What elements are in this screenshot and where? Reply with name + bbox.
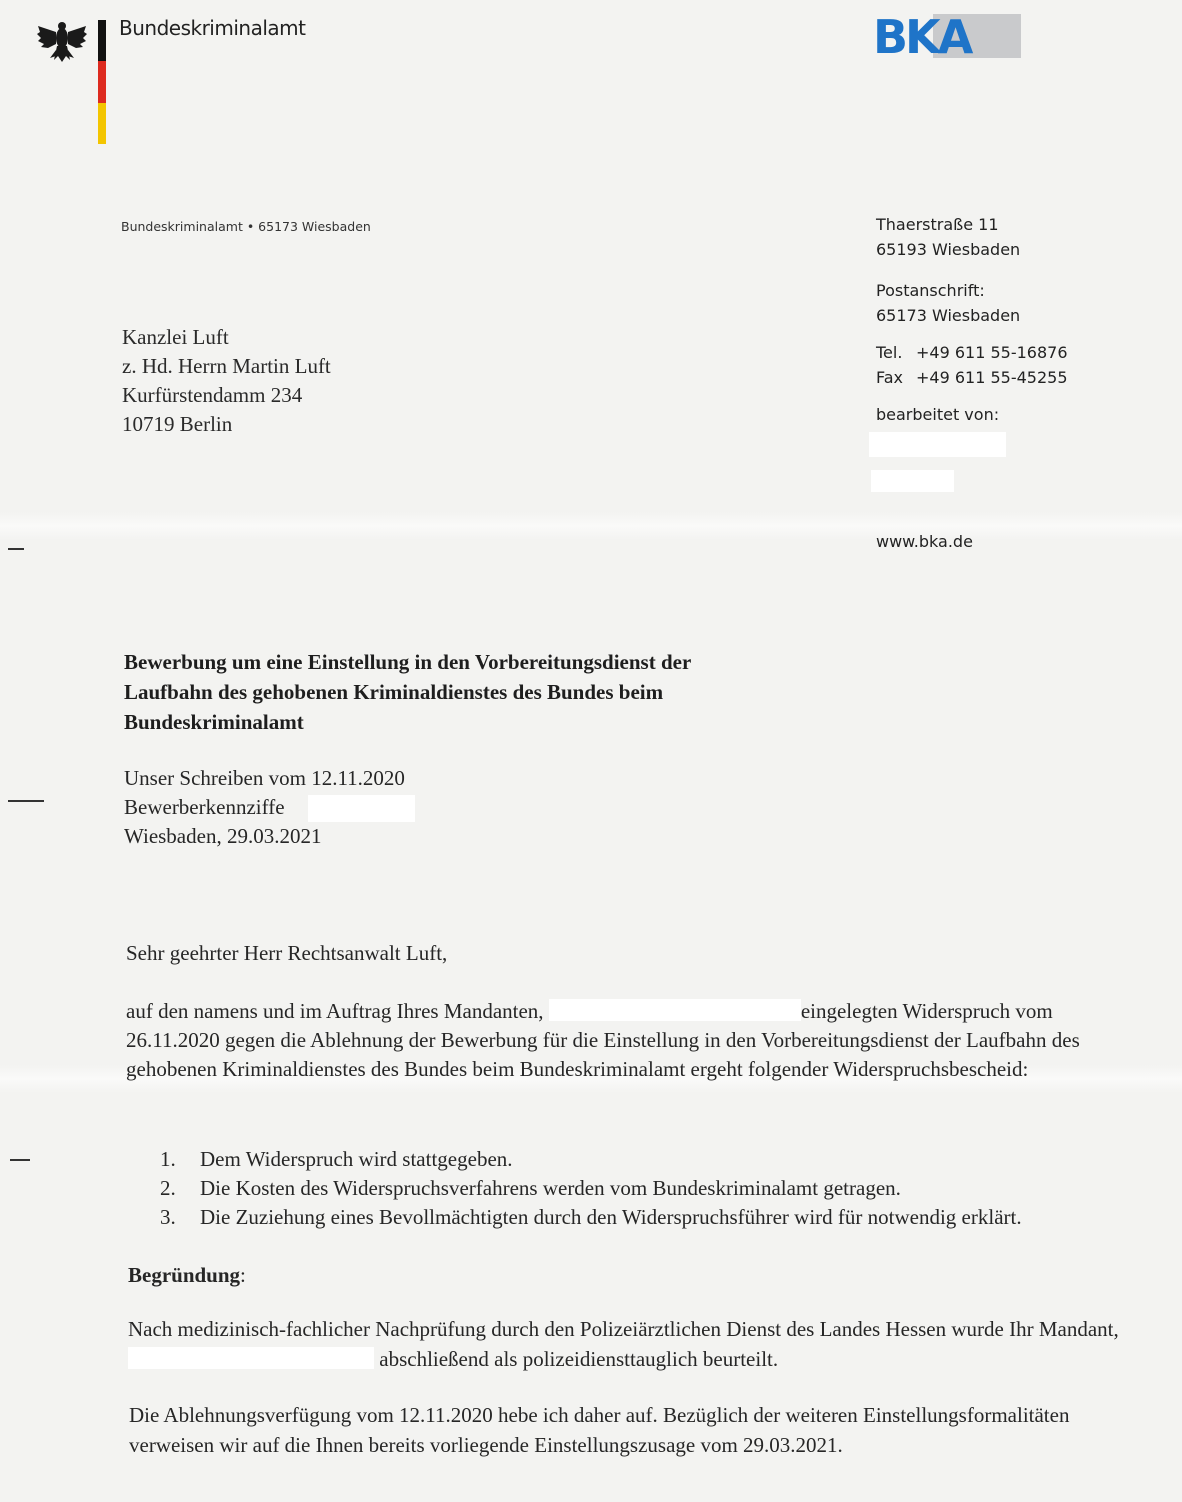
body-paragraph <box>128 1314 1138 1374</box>
body-paragraph: Die Ablehnungsverfügung vom 12.11.2020 hebe ich daher auf. Bezüglich der weiteren Einstellungsformalitäten verweisen wir auf die Ihnen bereits vorliegende Einstellungszusage vom 29.03.2021. <box>129 1403 1070 1457</box>
paragraph-text: eingelegten Widerspruch vom 26.11.2020 gegen die Ablehnung der Bewerbung für die Einstellung in den Vorbereitungsdienst der Laufbahn des gehobenen Kriminaldienstes des Bundes beim Bundeskriminalamt ergeht folgender Widerspruchsbescheid: <box>126 999 1080 1081</box>
recipient-line: Kanzlei Luft <box>122 325 229 349</box>
redaction-box <box>869 432 1006 457</box>
contact-city: 65193 Wiesbaden <box>876 240 1021 259</box>
decision-list <box>160 1145 1022 1232</box>
postal-address <box>876 278 1020 328</box>
applicant-number-label: Bewerberkennziffe <box>124 795 285 819</box>
postal-label: Postanschrift: <box>876 281 985 300</box>
bka-logo <box>873 10 1021 64</box>
redaction-box <box>871 470 954 492</box>
decision-item: 1. Dem Widerspruch wird stattgegeben. <box>160 1147 513 1171</box>
flag-bar <box>98 20 106 144</box>
paragraph-text: auf den namens und im Auftrag Ihres Mandanten, <box>126 999 544 1023</box>
subject-line: Bundeskriminalamt <box>124 710 304 734</box>
bka-logo-text: BKA <box>873 10 971 64</box>
subject-line: Laufbahn des gehobenen Kriminaldienstes des Bundes beim <box>124 680 664 704</box>
salutation: Sehr geehrter Herr Rechtsanwalt Luft, <box>126 941 448 965</box>
subject <box>124 647 691 737</box>
redaction-box <box>549 999 801 1021</box>
handled-by-label: bearbeitet von: <box>876 405 1000 424</box>
postal-city: 65173 Wiesbaden <box>876 306 1021 325</box>
redaction-box <box>308 795 415 822</box>
paragraph-text: Nach medizinisch-fachlicher Nachprüfung durch den Polizeiärztlichen Dienst des Landes Hessen wurde Ihr Mandant, <box>128 1317 1119 1341</box>
body-paragraph <box>126 997 1136 1084</box>
sender-return-address: Bundeskriminalamt • 65173 Wiesbaden <box>121 219 371 234</box>
tel-number: +49 611 55-16876 <box>916 343 1068 362</box>
phone-block <box>876 340 1068 390</box>
website: www.bka.de <box>876 532 973 551</box>
reasoning-heading: Begründung: <box>128 1263 246 1287</box>
subject-line: Bewerbung um eine Einstellung in den Vorbereitungsdienst der <box>124 650 692 674</box>
recipient-line: 10719 Berlin <box>122 412 233 436</box>
redaction-box <box>128 1347 374 1369</box>
place-date: Wiesbaden, 29.03.2021 <box>124 824 322 848</box>
recipient-line: z. Hd. Herrn Martin Luft <box>122 354 331 378</box>
recipient-line: Kurfürstendamm 234 <box>122 383 303 407</box>
contact-address <box>876 212 1020 262</box>
recipient-address <box>122 323 331 439</box>
federal-eagle-icon <box>36 18 88 66</box>
fax-number: +49 611 55-45255 <box>916 368 1068 387</box>
fold-mark <box>10 1159 30 1161</box>
reference-letter: Unser Schreiben vom 12.11.2020 <box>124 766 405 790</box>
fold-mark <box>8 548 24 550</box>
contact-street: Thaerstraße 11 <box>876 215 999 234</box>
decision-item: 2. Die Kosten des Widerspruchsverfahrens werden vom Bundeskriminalamt getragen. <box>160 1176 901 1200</box>
paper-fold <box>0 512 1182 540</box>
fold-mark <box>8 800 44 802</box>
organization-name: Bundeskriminalamt <box>119 16 306 40</box>
tel-label: Tel. <box>876 343 903 362</box>
fax-label: Fax <box>876 368 904 387</box>
paragraph-text: abschließend als polizeidiensttauglich beurteilt. <box>379 1347 779 1371</box>
decision-item: 3. Die Zuziehung eines Bevollmächtigten durch den Widerspruchsführer wird für notwendig erklärt. <box>160 1205 1022 1229</box>
